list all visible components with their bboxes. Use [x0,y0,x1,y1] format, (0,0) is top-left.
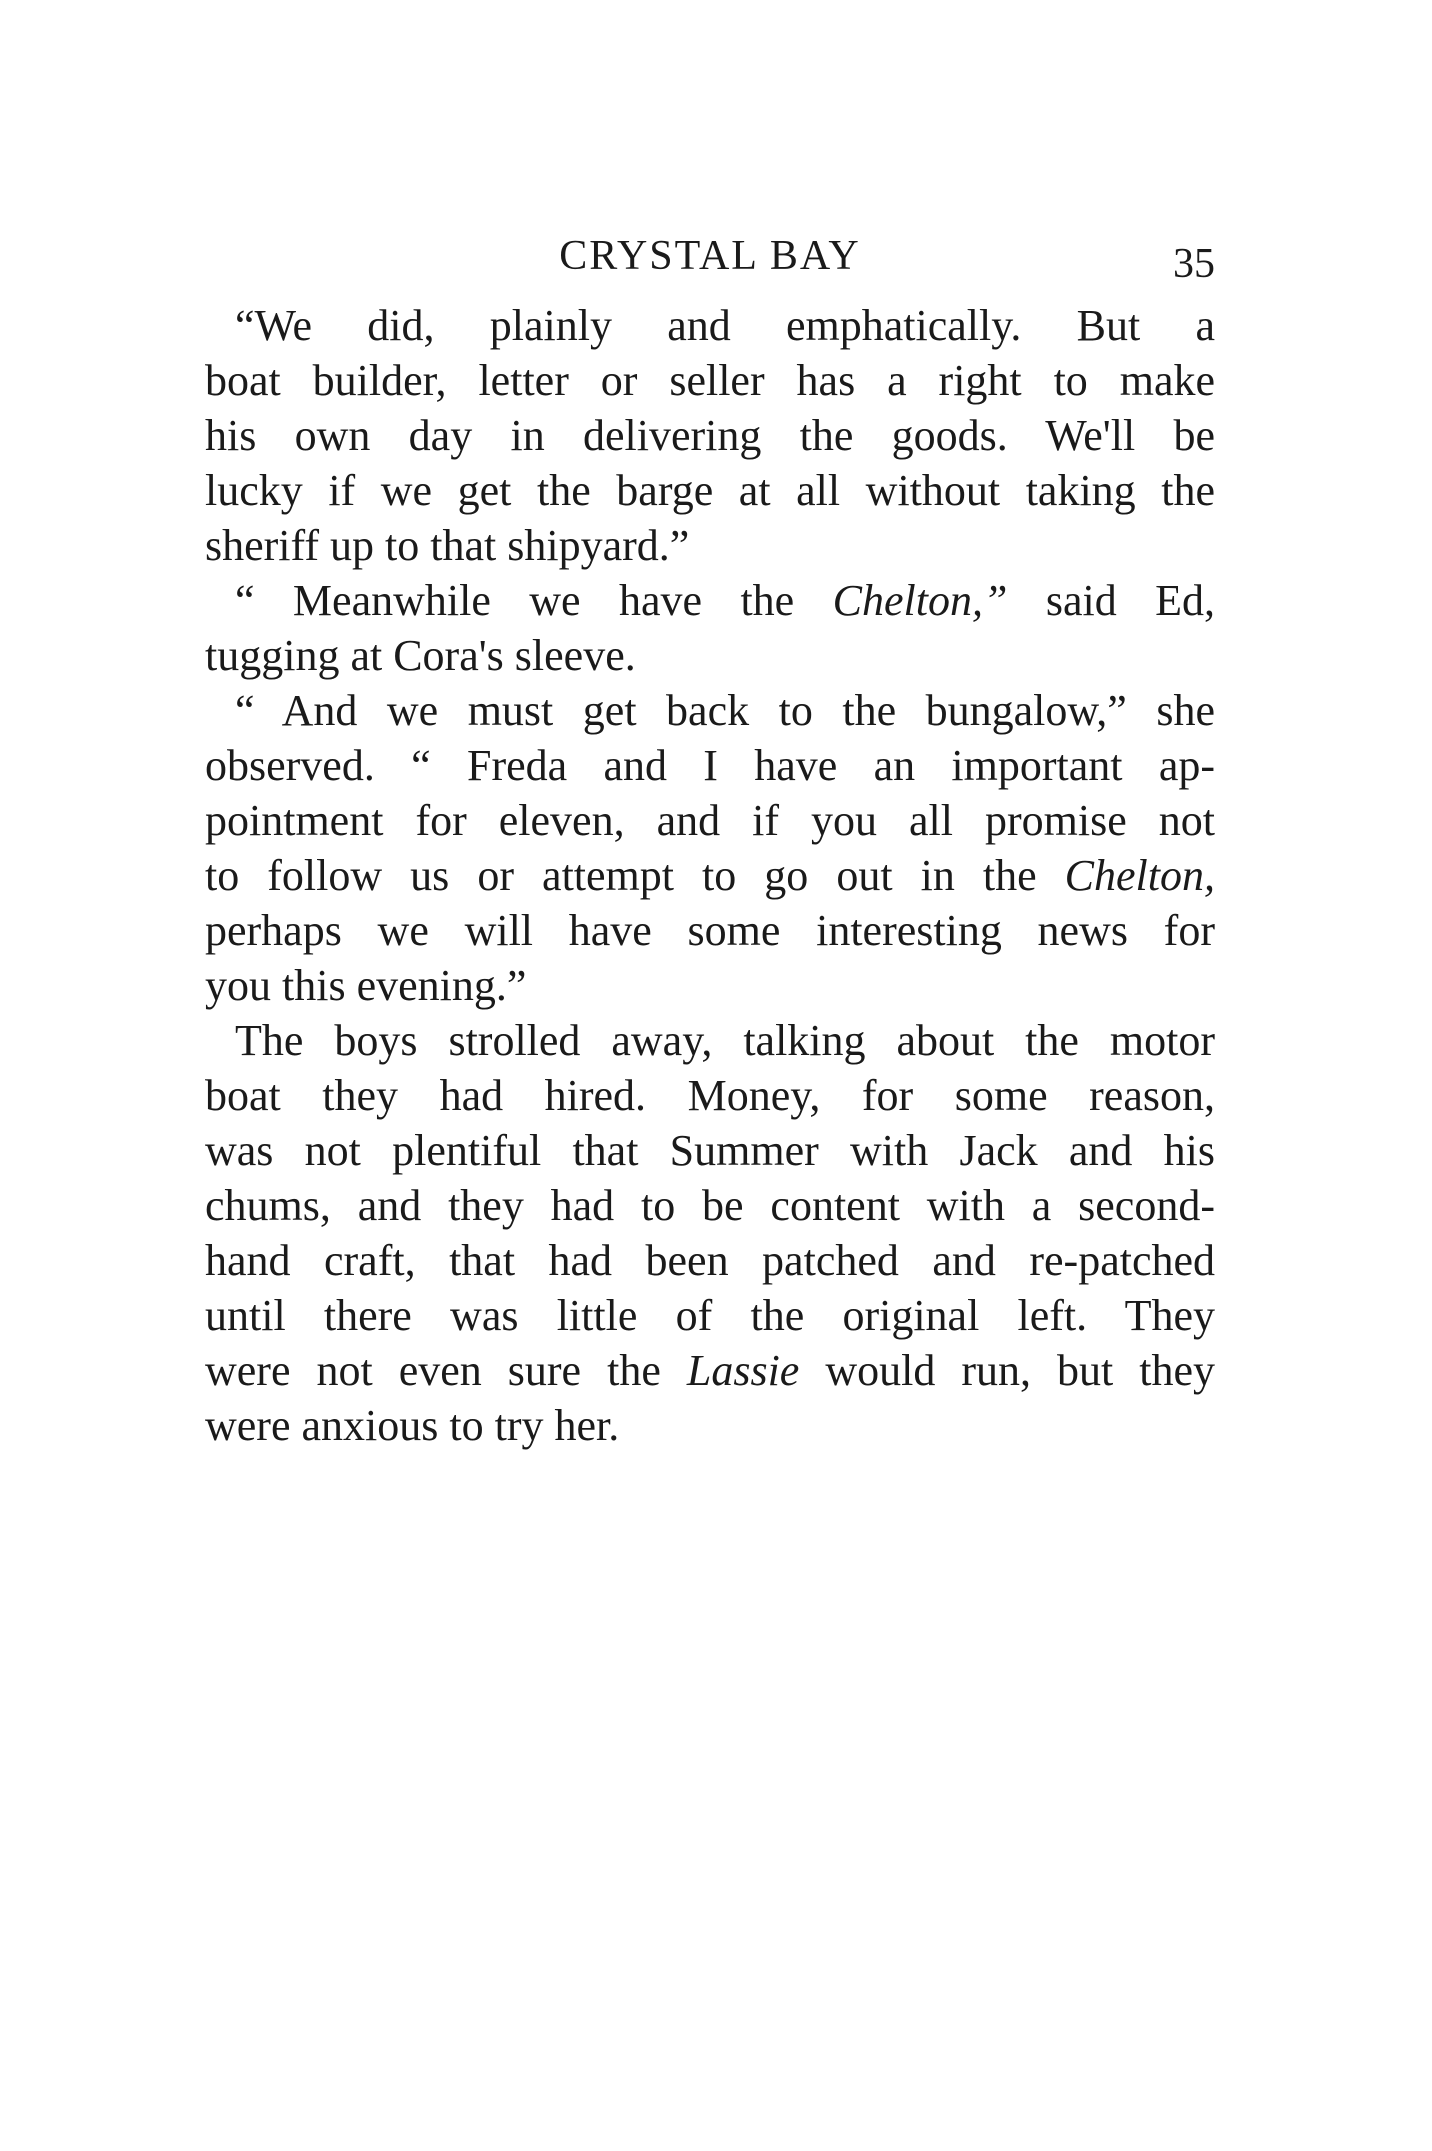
text-line: “ And we must get back to the bungalow,” she [235,686,1215,735]
text-line: boat they had hired. Money, for some reason, [205,1071,1215,1120]
text-line: observed. “ Freda and I have an important ap- [205,741,1215,790]
running-title: CRYSTAL BAY [559,233,861,279]
running-head [205,228,1215,288]
text-line: lucky if we get the barge at all without taking the [205,466,1215,515]
text-line: The boys strolled away, talking about the motor [235,1016,1215,1065]
text-line: chums, and they had to be content with a second- [205,1181,1215,1230]
text-line [205,1343,1215,1398]
text-line: tugging at Cora's sleeve. [205,631,636,680]
text-line [205,848,1215,903]
text-run: to follow us or attempt to go out in the [205,851,1065,900]
page-number: 35 [1173,241,1215,287]
text-run: said Ed, [1007,576,1215,625]
text-run: would run, but they [799,1346,1215,1395]
text-line: hand craft, that had been patched and re-patched [205,1236,1215,1285]
text-run: were not even sure the [205,1346,687,1395]
body-text [205,298,1215,1453]
text-line: until there was little of the original left. They [205,1291,1215,1340]
text-line: “We did, plainly and emphatically. But a [235,301,1215,350]
text-line: perhaps we will have some interesting news for [205,906,1215,955]
text-line: pointment for eleven, and if you all promise not [205,796,1215,845]
text-line: was not plentiful that Summer with Jack and his [205,1126,1215,1175]
text-run: “ Meanwhile we have the [235,576,833,625]
vessel-name: Lassie [686,1346,800,1395]
text-line: his own day in delivering the goods. We'll be [205,411,1215,460]
text-line: you this evening.” [205,961,527,1010]
text-line [205,573,1215,628]
vessel-name: Chelton, [1064,851,1215,900]
vessel-name: Chelton,” [832,576,1008,625]
text-line: were anxious to try her. [205,1401,620,1450]
text-line: boat builder, letter or seller has a right to make [205,356,1215,405]
text-line: sheriff up to that shipyard.” [205,521,690,570]
